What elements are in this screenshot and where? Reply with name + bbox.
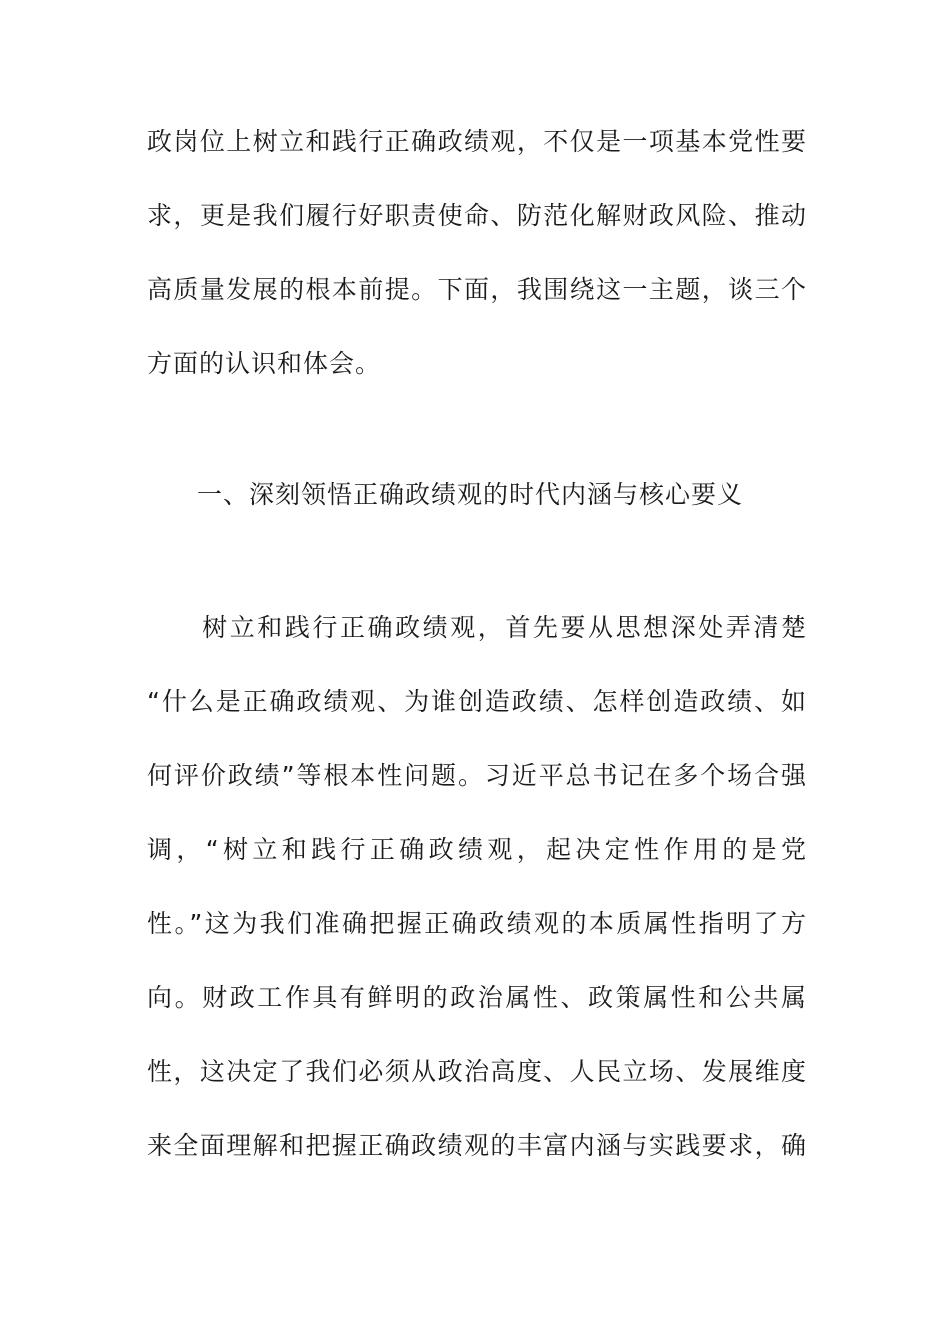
- section-heading: 一、深刻领悟正确政绩观的时代内涵与核心要义: [197, 480, 744, 509]
- body-line-2: “什么是正确政绩观、为谁创造政绩、怎样创造政绩、如: [147, 687, 807, 716]
- intro-line-4: 方面的认识和体会。: [147, 349, 382, 378]
- body-line-3: 何评价政绩”等根本性问题。习近平总书记在多个场合强: [147, 761, 807, 790]
- body-line-7: 性，这决定了我们必须从政治高度、人民立场、发展维度: [147, 1057, 807, 1086]
- body-line-8: 来全面理解和把握正确政绩观的丰富内涵与实践要求，确: [147, 1131, 807, 1160]
- body-line-4: 调，“树立和践行正确政绩观，起决定性作用的是党: [147, 835, 807, 864]
- intro-line-3: 高质量发展的根本前提。下面，我围绕这一主题，谈三个: [147, 275, 807, 304]
- body-line-1: 树立和践行正确政绩观，首先要从思想深处弄清楚: [147, 613, 807, 642]
- intro-line-2: 求，更是我们履行好职责使命、防范化解财政风险、推动: [147, 201, 807, 230]
- body-line-5: 性。”这为我们准确把握正确政绩观的本质属性指明了方: [147, 909, 807, 938]
- body-line-6: 向。财政工作具有鲜明的政治属性、政策属性和公共属: [147, 983, 807, 1012]
- intro-line-1: 政岗位上树立和践行正确政绩观，不仅是一项基本党性要: [147, 127, 807, 156]
